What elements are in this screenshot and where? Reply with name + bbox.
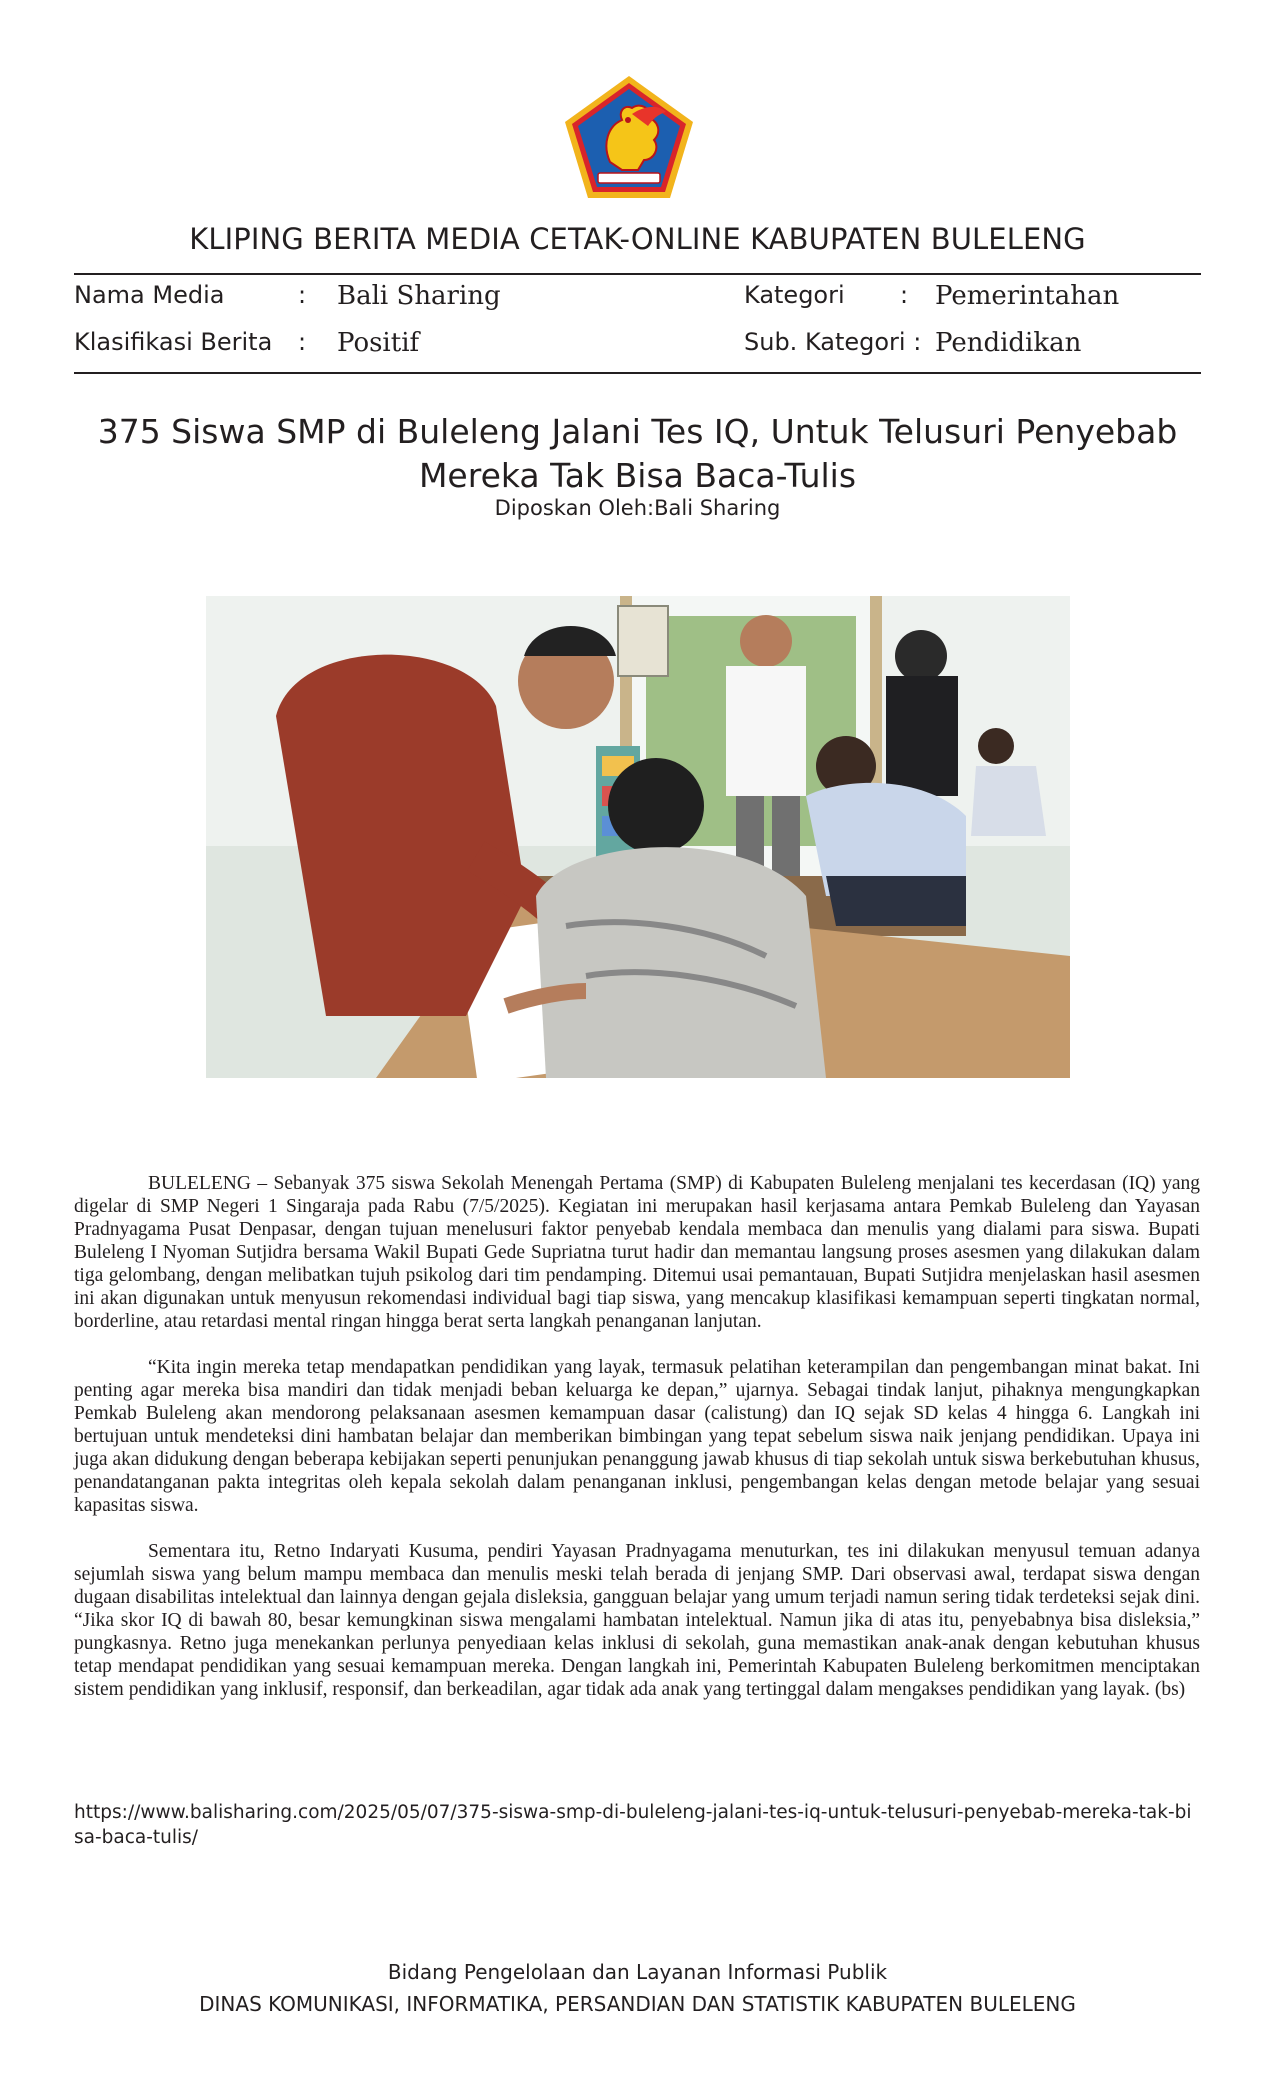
article-headline: 375 Siswa SMP di Buleleng Jalani Tes IQ, Untuk Telusuri Penyebab Mereka Tak Bisa Baca-Tulis — [97, 412, 1178, 495]
media-name-colon: : — [298, 281, 307, 309]
news-classification-value: Positif — [337, 328, 420, 358]
media-name-value: Bali Sharing — [337, 281, 501, 311]
header-rule-bottom — [74, 372, 1201, 374]
source-url: https://www.balisharing.com/2025/05/07/375-siswa-smp-di-buleleng-jalani-tes-iq-untuk-telusuri-penyebab-mereka-tak-bisa-baca-tulis/ — [74, 1802, 1192, 1848]
news-classification-colon: : — [298, 328, 307, 356]
article-paragraph: Sementara itu, Retno Indaryati Kusuma, pendiri Yayasan Pradnyagama menuturkan, tes ini dilakukan menyusul temuan adanya sejumlah siswa yang belum mampu membaca dan menulis meski telah berada di jenjang SMP. Dari observasi awal, terdapat siswa dengan dugaan disabilitas intelektual dan lainnya dengan gejala disleksia, gangguan belajar yang umum terjadi namun sering tidak terdeteksi sejak dini. “Jika skor IQ di bawah 80, besar kemungkinan siswa mengalami hambatan intelektual. Namun jika di atas itu, penyebabnya bisa disleksia,” pungkasnya. Retno juga menekankan perlunya penyediaan kelas inklusi di sekolah, guna memastikan anak-anak dengan kebutuhan khusus tetap mendapat pendidikan yang sesuai kemampuan mereka. Dengan langkah ini, Pemerintah Kabupaten Buleleng berkomitmen menciptakan sistem pendidikan yang inklusif, responsif, dan berkeadilan, agar tidak ada anak yang tertinggal dalam mengakses pendidikan yang layak. (bs) — [74, 1541, 1200, 1700]
article-byline: Diposkan Oleh:Bali Sharing — [494, 496, 781, 520]
news-classification-label: Klasifikasi Berita — [74, 328, 273, 356]
media-name-label: Nama Media — [74, 281, 225, 309]
article-photo — [206, 596, 1070, 1078]
category-label: Kategori — [744, 281, 845, 309]
article-body — [74, 1172, 1200, 1724]
category-value: Pemerintahan — [935, 281, 1120, 311]
footer-department: Bidang Pengelolaan dan Layanan Informasi Publik — [387, 1960, 888, 1984]
subcategory-value: Pendidikan — [935, 328, 1082, 358]
document-header-title: KLIPING BERITA MEDIA CETAK-ONLINE KABUPATEN BULELENG — [189, 222, 1086, 256]
article-paragraph: “Kita ingin mereka tetap mendapatkan pendidikan yang layak, termasuk pelatihan keterampilan dan pengembangan minat bakat. Ini penting agar mereka bisa mandiri dan tidak menjadi beban keluarga ke depan,” ujarnya. Sebagai tindak lanjut, pihaknya mengungkapkan Pemkab Buleleng akan mendorong pelaksanaan asesmen kemampuan dasar (calistung) dan IQ sejak SD kelas 4 hingga 6. Langkah ini bertujuan untuk mendeteksi dini hambatan belajar dan memberikan bimbingan yang tepat sebelum siswa naik jenjang pendidikan. Upaya ini juga akan didukung dengan beberapa kebijakan seperti penunjukan penanggung jawab khusus di tiap sekolah untuk siswa berkebutuhan khusus, penandatanganan pakta integritas oleh kepala sekolah dalam penanganan inklusi, pengembangan kelas dengan metode belajar yang sesuai kapasitas siswa. — [74, 1357, 1200, 1516]
header-rule-top — [74, 273, 1201, 275]
category-colon: : — [900, 281, 909, 309]
footer-agency: DINAS KOMUNIKASI, INFORMATIKA, PERSANDIAN DAN STATISTIK KABUPATEN BULELENG — [199, 1992, 1076, 2016]
buleleng-regency-logo — [562, 74, 696, 200]
subcategory-label: Sub. Kategori : — [744, 328, 922, 356]
article-paragraph: BULELENG – Sebanyak 375 siswa Sekolah Menengah Pertama (SMP) di Kabupaten Buleleng menjalani tes kecerdasan (IQ) yang digelar di SMP Negeri 1 Singaraja pada Rabu (7/5/2025). Kegiatan ini merupakan hasil kerjasama antara Pemkab Buleleng dan Yayasan Pradnyagama Pusat Denpasar, dengan tujuan menelusuri faktor penyebab kendala membaca dan menulis yang dialami para siswa. Bupati Buleleng I Nyoman Sutjidra bersama Wakil Bupati Gede Supriatna turut hadir dan memantau langsung proses asesmen yang dilakukan dalam tiga gelombang, dengan melibatkan tujuh psikolog dari tim pendamping. Ditemui usai pemantauan, Bupati Sutjidra menjelaskan hasil asesmen ini akan digunakan untuk menyusun rekomendasi individual bagi tiap siswa, yang mencakup klasifikasi kemampuan seperti tingkatan normal, borderline, atau retardasi mental ringan hingga berat serta langkah penanganan lanjutan. — [74, 1173, 1200, 1332]
